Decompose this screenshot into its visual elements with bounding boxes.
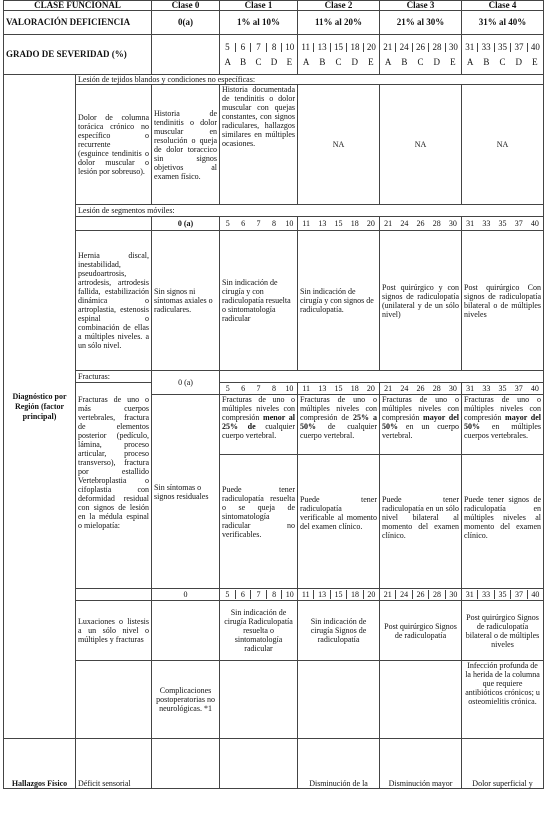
deficiency-range-4: 31% al 40%	[462, 11, 544, 35]
mobile-segments-diagnosis-blank	[76, 217, 152, 231]
complications-class-0: Complicaciones postoperatorias no neurológicas. *1	[152, 661, 220, 739]
grade-numbers: 31 33 35 37 40	[462, 43, 543, 52]
functional-class-header: CLASE FUNCIONAL	[4, 1, 152, 11]
listhesis-grades-2: 11 13 15 18 20	[298, 589, 380, 601]
listhesis-grades-1: 5 6 7 8 10	[220, 589, 298, 601]
physical-findings-class-4: Dolor superficial y	[462, 739, 544, 789]
mobile-segments-class-1: Sin indicación de cirugía y con radiculopatía resuelta o sintomatología radicular	[220, 231, 298, 371]
mobile-segments-class-4: Post quirúrgico Con signos de radiculopatía bilateral o de múltiples niveles	[462, 231, 544, 371]
listhesis-diagnosis: Luxaciones o listesis a un sólo nivel o múltiples y fracturas	[76, 601, 152, 661]
fractures-grades-1: 5 6 7 8 10	[220, 383, 298, 395]
fractures-class-2-radiculopathy: Puede tener radiculopatía verificable al momento del examen clínico.	[298, 455, 380, 589]
mobile-segments-diagnosis: Hernia discal, inestabilidad, pseudoartrosis, artrodesis, artrodesis fallida, estabilización dinámica o artroplastia, estenosis espinal o combinación de ellas a múltiples niveles. a un sólo nivel.	[76, 231, 152, 371]
deficiency-range-2: 11% al 20%	[298, 11, 380, 35]
physical-findings-class-1	[220, 739, 298, 789]
mobile-grades-1: 5 6 7 8 10	[220, 217, 298, 231]
mobile-grades-2: 11 13 15 18 20	[298, 217, 380, 231]
grade-letters: A B C D E	[224, 56, 293, 67]
soft-tissue-class-4: NA	[462, 85, 544, 205]
listhesis-class-4: Post quirúrgico Signos de radiculopatía bilateral o de múltiples niveles	[462, 601, 544, 661]
mobile-segments-class-2: Sin indicación de cirugía y con signos de radiculopatía.	[298, 231, 380, 371]
mobile-grades-3: 21 24 26 28 30	[380, 217, 462, 231]
deficiency-range-3: 21% al 30%	[380, 11, 462, 35]
class-0-header: Clase 0	[152, 1, 220, 11]
fractures-title-spacer	[220, 371, 544, 383]
fractures-class-3-compression: Fracturas de uno o múltiples niveles con compresión mayor del 50% en un cuerpo vertebral.	[380, 395, 462, 455]
physical-findings-class-3: Disminución mayor	[380, 739, 462, 789]
listhesis-grades-3: 21 24 26 28 30	[380, 589, 462, 601]
mobile-grades-4: 31 33 35 37 40	[462, 217, 544, 231]
fractures-grades-2: 11 13 15 18 20	[298, 383, 380, 395]
mobile-segments-class-0-value: 0 (a)	[152, 217, 220, 231]
listhesis-class-3: Post quirúrgico Signos de radiculopatía	[380, 601, 462, 661]
region-diagnosis-label: Diagnóstico por Región (factor principal)	[4, 75, 76, 739]
class-1-grades	[220, 35, 298, 75]
grade-numbers: 11 13 15 18 20	[298, 43, 379, 52]
spine-impairment-table	[3, 0, 544, 789]
soft-tissue-class-1: Historia documentada de tendinitis o dolor muscular con quejas constantes, con signos radiculares, hallazgos similares en múltiples ocasiones.	[220, 85, 298, 205]
complications-class-3	[380, 661, 462, 739]
grade-letters: A B C D E	[302, 56, 374, 67]
fractures-class-3-radiculopathy: Puede tener radiculopatía en un sólo nivel bilateral al momento del examen clínico.	[380, 455, 462, 589]
class-3-header: Clase 3	[380, 1, 462, 11]
class-4-header: Clase 4	[462, 1, 544, 11]
physical-findings-class-2: Disminución de la	[298, 739, 380, 789]
fractures-class-2-compression: Fracturas de uno o múltiples niveles con compresión de 25% a 50% de cualquier cuerpo vertebral.	[298, 395, 380, 455]
fractures-class-4-radiculopathy: Puede tener signos de radiculopatía en múltiples niveles al momento del examen clínico.	[462, 455, 544, 589]
class-2-header: Clase 2	[298, 1, 380, 11]
soft-tissue-class-3: NA	[380, 85, 462, 205]
complications-class-1	[220, 661, 298, 739]
fractures-diagnosis: Fracturas de uno o más cuerpos vertebrales, fractura de elementos posterior (pedículo, lámina, proceso articular, proceso transverso), fractura por estallido Vertebroplastia o cifoplastia con deformidad residual con signos de lesión en la médula espinal o mielopatía:	[76, 395, 152, 589]
mobile-segments-title: Lesión de segmentos móviles:	[76, 205, 544, 217]
severity-label: GRADO DE SEVERIDAD (%)	[4, 35, 152, 75]
physical-findings-class-0	[152, 739, 220, 789]
physical-findings-diagnosis: Déficit sensorial	[76, 739, 152, 789]
grade-numbers: 21 24 26 28 30	[380, 43, 461, 52]
deficiency-range-1: 1% al 10%	[220, 11, 298, 35]
listhesis-class-1: Sin indicación de cirugía Radiculopatía resuelta o sintomatología radicular	[220, 601, 298, 661]
fractures-class-1-compression: Fracturas de uno o múltiples niveles con compresión menor al 25% de cualquier cuerpo vertebral.	[220, 395, 298, 455]
grade-letters: A B C D E	[384, 56, 456, 67]
class-3-grades	[380, 35, 462, 75]
fractures-title: Fracturas:	[76, 371, 152, 383]
mobile-segments-class-0: Sin signos ni síntomas axiales o radiculares.	[152, 231, 220, 371]
physical-findings-label: Hallazgos Físico	[4, 739, 76, 789]
soft-tissue-diagnosis: Dolor de columna torácica crónico no específico o recurrente (esguince tendinitis o dolor muscular o lesión por sobreuso).	[76, 85, 152, 205]
class-1-header: Clase 1	[220, 1, 298, 11]
fractures-class-4-compression: Fracturas de uno o múltiples niveles con compresión mayor del 50% en múltiples cuerpos vertebrales.	[462, 395, 544, 455]
complications-class-2	[298, 661, 380, 739]
fractures-class-1-radiculopathy: Puede tener radiculopatía resuelta o se queja de sintomatología radicular no verificables.	[220, 455, 298, 589]
complications-class-4: Infección profunda de la herida de la columna que requiere antibióticos crónicos; u osteomielitis crónica.	[462, 661, 544, 739]
complications-diagnosis-blank	[76, 661, 152, 739]
soft-tissue-class-0: Historia de tendinitis o dolor muscular en resolución o queja de dolor toraccico sin signos objetivos al examen físico.	[152, 85, 220, 205]
fractures-class-0: Sin síntomas o signos residuales	[152, 395, 220, 589]
fractures-grades-3: 21 24 26 28 30	[380, 383, 462, 395]
mobile-segments-class-3: Post quirúrgico y con signos de radiculopatía (unilateral y de un sólo nivel)	[380, 231, 462, 371]
fractures-class-0-value: 0 (a)	[152, 371, 220, 395]
fractures-grades-4: 31 33 35 37 40	[462, 383, 544, 395]
class-4-grades	[462, 35, 544, 75]
soft-tissue-class-2: NA	[298, 85, 380, 205]
soft-tissue-title: Lesión de tejidos blandos y condiciones no específicas:	[76, 75, 544, 85]
deficiency-range-0: 0(a)	[152, 11, 220, 35]
deficiency-label: VALORACIÓN DEFICIENCIA	[4, 11, 152, 35]
listhesis-diagnosis-blank	[76, 589, 152, 601]
fractures-diagnosis-top	[76, 383, 152, 395]
listhesis-class-0-value: 0	[152, 589, 220, 601]
class-2-grades	[298, 35, 380, 75]
grade-letters: A B C D E	[466, 56, 538, 67]
impairment-table-page	[3, 0, 543, 789]
class-0-severity	[152, 35, 220, 75]
listhesis-grades-4: 31 33 35 37 40	[462, 589, 544, 601]
grade-numbers: 5 6 7 8 10	[220, 43, 297, 52]
listhesis-class-2: Sin indicación de cirugía Signos de radiculopatía	[298, 601, 380, 661]
listhesis-class-0	[152, 601, 220, 661]
